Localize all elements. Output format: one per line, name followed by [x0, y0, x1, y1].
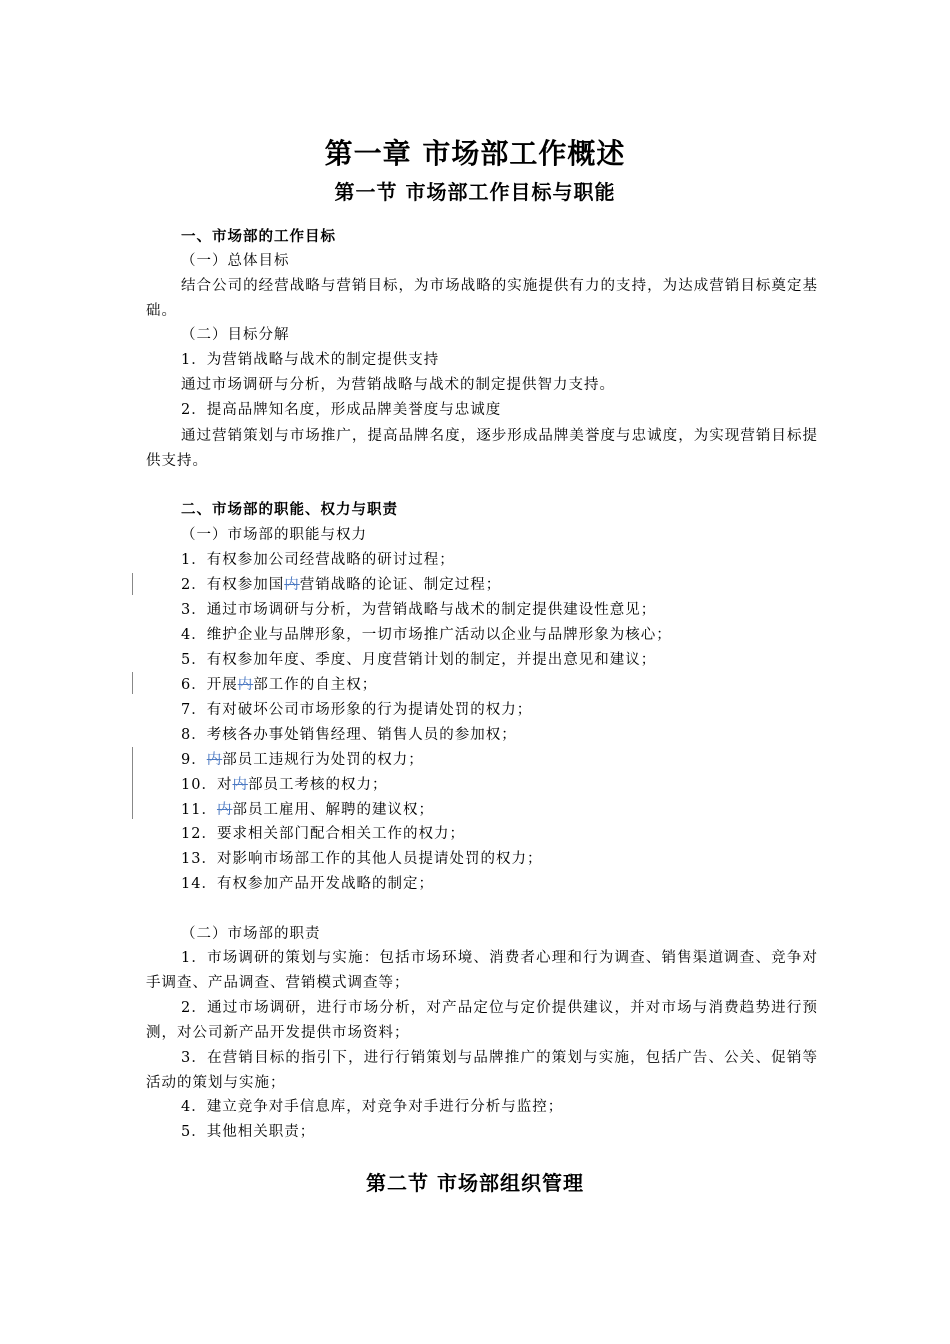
right-text: 10．对: [181, 777, 233, 793]
deleted-text: 内: [284, 577, 300, 593]
right-item: 7．有对破坏公司市场形象的行为提请处罚的权力；: [181, 702, 533, 718]
right-text: 部工作的自主权；: [253, 677, 378, 693]
part1-heading: 一、市场部的工作目标: [181, 229, 336, 245]
duty-item: 1．市场调研的策划与实施：包括市场环境、消费者心理和行为调查、销售渠道调查、竞争对手调查、产品调查、营销模式调查等；: [146, 950, 818, 991]
right-text: 6．开展: [181, 677, 238, 693]
duty-item: 5．其他相关职责；: [181, 1124, 316, 1140]
change-bar: [132, 747, 133, 819]
right-text: 部员工考核的权力；: [247, 777, 388, 793]
right-item: 8．考核各办事处销售经理、销售人员的参加权；: [181, 727, 517, 743]
deleted-text: 内: [206, 752, 223, 768]
change-bar: [132, 573, 133, 595]
section-title: 第二节 市场部组织管理: [366, 1171, 584, 1195]
change-bar: [132, 672, 133, 694]
chapter-title: 第一章 市场部工作概述: [324, 137, 626, 170]
part1-item1: 1．为营销战略与战术的制定提供支持: [181, 352, 440, 368]
duty-item: 4．建立竞争对手信息库，对竞争对手进行分析与监控；: [181, 1099, 564, 1115]
right-item: 13．对影响市场部工作的其他人员提请处罚的权力；: [181, 851, 543, 867]
part1-item2-text: 通过营销策划与市场推广，提高品牌名度，逐步形成品牌美誉度与忠诚度，为实现营销目标提供支持。: [146, 428, 818, 469]
right-item: 5．有权参加年度、季度、月度营销计划的制定，并提出意见和建议；: [181, 652, 657, 668]
duty-item: 2．通过市场调研，进行市场分析，对产品定位与定价提供建议，并对市场与消费趋势进行预测，对公司新产品开发提供市场资料；: [146, 1000, 818, 1041]
right-item: 1．有权参加公司经营战略的研讨过程；: [181, 552, 455, 568]
right-item: [181, 774, 387, 796]
right-text: 11．: [181, 802, 217, 818]
right-text: 营销战略的论证、制定过程；: [299, 577, 502, 593]
section-title: 第一节 市场部工作目标与职能: [334, 180, 616, 204]
right-item: 12．要求相关部门配合相关工作的权力；: [181, 826, 465, 842]
right-item: 14．有权参加产品开发战略的制定；: [181, 876, 434, 892]
deleted-text: 内: [232, 777, 248, 793]
right-item: [181, 674, 377, 696]
part1-item1-text: 通过市场调研与分析，为营销战略与战术的制定提供智力支持。: [181, 377, 615, 393]
right-item: [181, 574, 501, 596]
right-item: [181, 799, 434, 821]
part1-sub1: （一）总体目标: [181, 253, 290, 269]
part2-sub1: （一）市场部的职能与权力: [181, 527, 367, 543]
part1-sub2: （二）目标分解: [181, 327, 290, 343]
right-item: [181, 749, 424, 771]
part1-sub1-text: 结合公司的经营战略与营销目标，为市场战略的实施提供有力的支持，为达成营销目标奠定基础。: [146, 278, 818, 319]
duty-item: 3．在营销目标的指引下，进行行销策划与品牌推广的策划与实施，包括广告、公关、促销等活动的策划与实施；: [146, 1050, 818, 1091]
right-item: 4．维护企业与品牌形象，一切市场推广活动以企业与品牌形象为核心；: [181, 627, 672, 643]
right-item: 3．通过市场调研与分析，为营销战略与战术的制定提供建设性意见；: [181, 602, 657, 618]
right-text: 9．: [181, 752, 207, 768]
part1-item2: 2．提高品牌知名度，形成品牌美誉度与忠诚度: [181, 402, 502, 418]
part2-sub2: （二）市场部的职责: [181, 926, 321, 942]
right-text: 2．有权参加国: [181, 577, 285, 593]
part2-heading: 二、市场部的职能、权力与职责: [181, 502, 398, 518]
deleted-text: 内: [237, 677, 254, 693]
deleted-text: 内: [216, 802, 233, 818]
right-text: 部员工违规行为处罚的权力；: [222, 752, 424, 768]
right-text: 部员工雇用、解聘的建议权；: [232, 802, 434, 818]
